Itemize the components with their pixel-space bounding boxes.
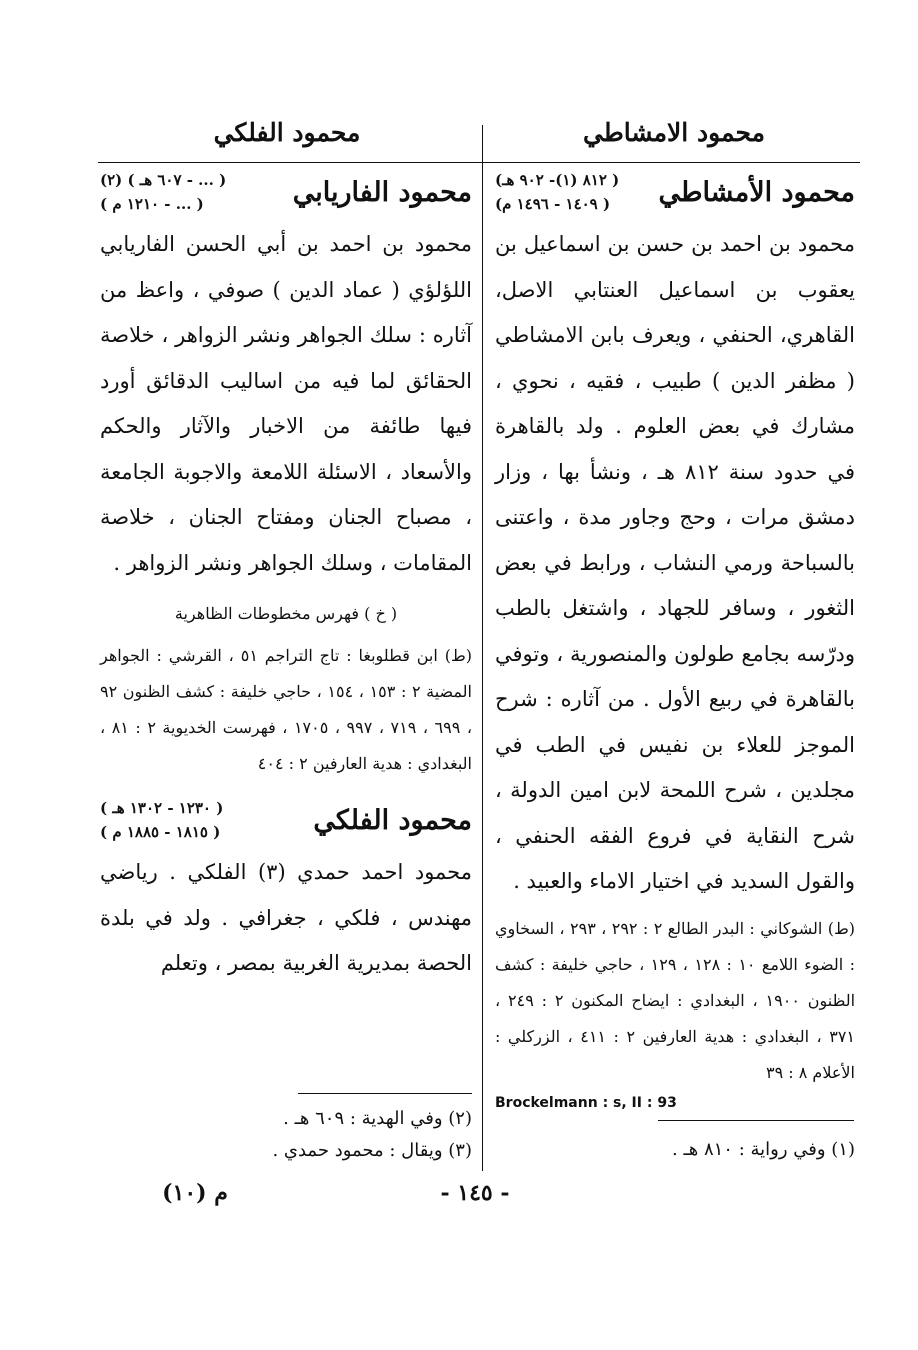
entry-references: (ط) ابن قطلوبغا : تاج التراجم ٥١ ، القرشي : الجواهر المضية ٢ : ١٥٣ ، ١٥٤ ، حاجي خليفة : كشف الظنون ٩٢ ، ٦٩٩ ، ٧١٩ ، ٩٩٧ ، ١٧٠٥ ، فهرست الخديوية ٢ : ٨١ ، البغدادي : هدية العارفين ٢ : ٤٠٤ <box>100 646 473 773</box>
entry-body: محمود بن احمد بن أبي الحسن الفاريابي اللؤلؤي ( عماد الدين ) صوفي ، واعظ من آثاره : سلك الجواهر ونشر الزواهر ، خلاصة الحقائق لما فيه من اساليب الدقائق أورد فيها طائفة من الاخبار والآثار والحكم والأسعاد ، الاسئلة اللامعة والاجوبة الجامعة ، مصباح الجنان ومفتاح الجنان ، خلاصة المقامات ، وسلك الجواهر ونشر الزواهر . <box>100 232 472 575</box>
footnote-rule-left <box>298 1093 472 1094</box>
manuscript-source: ( خ ) فهرس مخطوطات الظاهرية <box>174 604 398 623</box>
dates-hijri: ( ... - ٦٠٧ هـ ) (٢) <box>100 171 227 189</box>
footnote: (١) وفي رواية : ٨١٠ هـ . <box>672 1139 855 1160</box>
right-column <box>495 168 855 1111</box>
running-header-right: محمود الامشاطي <box>583 118 765 147</box>
entry-references: (ط) الشوكاني : البدر الطالع ٢ : ٢٩٢ ، ٢٩٣ ، السخاوي : الضوء اللامع ١٠ : ١٢٨ ، ١٢٩ ، حاجي خليفة : كشف الظنون ١٩٠٠ ، البغدادي : ايضاح المكنون ٢ : ٢٤٩ ، ٣٧١ ، البغدادي : هدية العارفين ٢ : ٤١١ ، الزركلي : الأعلام ٨ : ٣٩ <box>495 918 856 1082</box>
dates-gregorian: ( ... - ١٢١٠ م ) <box>100 195 204 213</box>
entry-heading-amshati <box>495 168 855 216</box>
left-column <box>100 168 472 987</box>
column-divider <box>482 125 483 1171</box>
dates-gregorian: ( ١٨١٥ - ١٨٨٥ م ) <box>100 823 221 841</box>
dates-hijri: ( ١٢٣٠ - ١٣٠٢ هـ ) <box>100 799 224 817</box>
footnote-rule-right <box>658 1120 854 1121</box>
printer-signature: م (١٠) <box>162 1180 228 1206</box>
header-rule <box>98 162 860 163</box>
footnote: (٣) ويقال : محمود حمدي . <box>272 1140 472 1161</box>
entry-body: محمود احمد حمدي (٣) الفلكي . رياضي مهندس ، فلكي ، جغرافي . ولد في بلدة الحصة بمديرية الغربية بمصر ، وتعلم <box>100 860 472 975</box>
entry-heading-falaki <box>100 796 472 844</box>
entry-name: محمود الأمشاطي <box>658 176 855 208</box>
entry-name: محمود الفلكي <box>313 804 472 836</box>
footnote: (٢) وفي الهدية : ٦٠٩ هـ . <box>283 1108 472 1129</box>
entry-dates <box>100 168 226 216</box>
dates-gregorian: ( ١٤٠٩ - ١٤٩٦ م) <box>495 195 611 213</box>
footnotes-right <box>620 1134 855 1166</box>
entry-dates <box>100 796 223 844</box>
page-number: - ١٤٥ - <box>440 1180 510 1206</box>
entry-body: محمود بن احمد بن حسن بن اسماعيل بن يعقوب بن اسماعيل العنتابي الاصل، القاهري، الحنفي ، ويعرف بابن الامشاطي ( مظفر الدين ) طبيب ، فقيه ، نحوي ، مشارك في بعض العلوم . ولد بالقاهرة في حدود سنة ٨١٢ هـ ، ونشأ بها ، وزار دمشق مرات ، وحج وجاور مدة ، واعتنى بالسباحة ورمي النشاب ، ورابط في بعض الثغور ، وسافر للجهاد ، واشتغل بالطب ودرّسه بجامع طولون والمنصورية ، وتوفي بالقاهرة في ربيع الأول . من آثاره : شرح الموجز للعلاء بن نفيس في الطب في مجلدين ، شرح اللمحة لابن امين الدولة ، شرح النقاية في فروع الفقه الحنفي ، والقول السديد في اختيار الاماء والعبيد . <box>495 232 855 893</box>
latin-reference: Brockelmann : s, II : 93 <box>495 1094 677 1111</box>
entry-heading-faryabi <box>100 168 472 216</box>
entry-dates <box>495 168 619 216</box>
footnotes-left <box>220 1103 472 1167</box>
entry-name: محمود الفاريابي <box>292 176 472 208</box>
dates-hijri: ( ٨١٢ (١)- ٩٠٢ هـ) <box>495 171 620 189</box>
running-header-left: محمود الفلكي <box>213 118 361 147</box>
